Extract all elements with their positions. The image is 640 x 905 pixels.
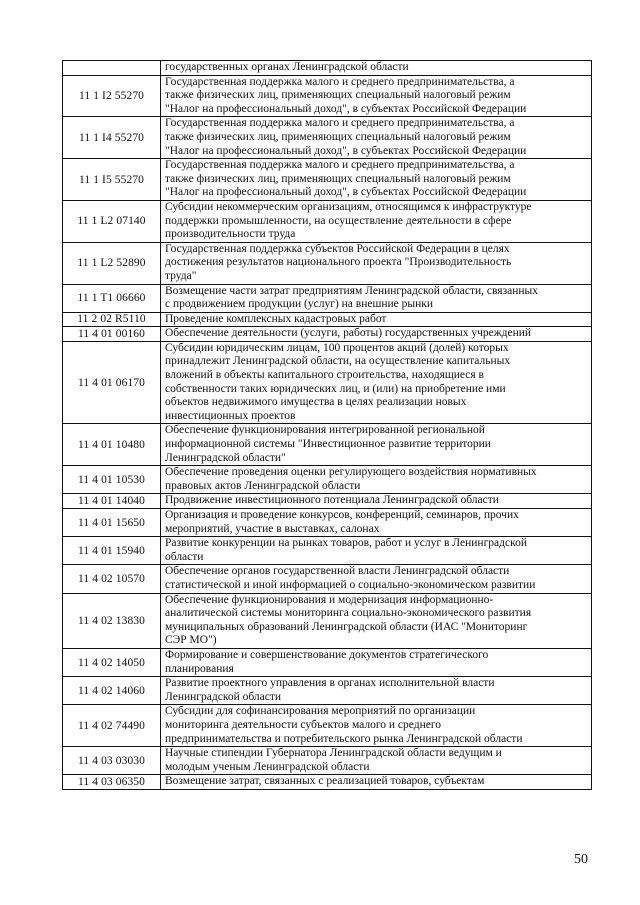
description-cell: Возмещение затрат, связанных с реализацией товаров, субъектам — [165, 775, 485, 788]
table-row — [63, 677, 591, 705]
budget-code-cell: 11 4 02 74490 — [63, 705, 161, 746]
description-cell: Государственная поддержка малого и среднего предпринимательства, а также физических лиц, применяющих специальный налоговый режим "Налог на профессиональный доход", в субъектах Российской Федерации — [165, 159, 527, 199]
budget-code-cell: 11 4 01 00160 — [63, 327, 161, 341]
description-cell: Субсидии некоммерческим организациям, относящимся к инфраструктуре поддержки промышленности, на осуществление деятельности в сфере производительности труда — [165, 200, 532, 241]
description-cell: Научные стипендии Губернатора Ленинградской области ведущим и молодым ученым Ленинградской области — [165, 747, 502, 773]
budget-code-cell: 11 4 03 06350 — [63, 775, 161, 789]
table-row — [63, 565, 591, 593]
description-cell: Возмещение части затрат предприятиям Ленинградской области, связанных с продвижением продукции (услуг) на внешние рынки — [165, 284, 539, 311]
budget-code-cell: 11 4 01 15940 — [63, 537, 161, 564]
description-cell: Обеспечение функционирования и модернизация информационно- аналитической системы мониторинга социально-экономического развития муниципальных образований Ленинградской области (ИАС "Мониторинг СЭР МО") — [165, 593, 532, 647]
budget-code-cell: 11 4 02 14060 — [63, 677, 161, 704]
description-cell: Развитие конкуренции на рынках товаров, работ и услуг в Ленинградской области — [165, 537, 528, 563]
budget-code-cell: 11 4 02 10570 — [63, 565, 161, 592]
table-row — [63, 466, 591, 494]
table-row — [63, 509, 591, 537]
description-cell: Обеспечение проведения оценки регулирующего воздействия нормативных правовых актов Ленинградской области — [165, 466, 537, 492]
table-row — [63, 594, 591, 649]
budget-code-cell: 11 4 01 15650 — [63, 509, 161, 536]
description-cell: Государственная поддержка малого и среднего предпринимательства, а также физических лиц, применяющих специальный налоговый режим "Налог на профессиональный доход", в субъектах Российской Федерации — [165, 117, 527, 157]
budget-code-cell: 11 2 02 R5110 — [63, 313, 161, 327]
description-cell: Государственная поддержка субъектов Российской Федерации в целях достижения результатов национального проекта "Производительность труда" — [165, 242, 512, 282]
table-row — [63, 775, 591, 790]
description-cell: Проведение комплексных кадастровых работ — [165, 312, 387, 325]
description-cell: Обеспечение органов государственной власти Ленинградской области статистической и иной информацией о социально-экономическом развитии — [165, 565, 536, 591]
description-cell: Организация и проведение конкурсов, конференций, семинаров, прочих мероприятий, участие в выставках, салонах — [165, 509, 519, 535]
table-row — [63, 342, 591, 425]
description-cell: Формирование и совершенствование документов стратегического планирования — [165, 648, 489, 675]
budget-code-cell: 11 4 03 03030 — [63, 747, 161, 774]
budget-code-cell: 11 1 I4 55270 — [63, 117, 161, 158]
budget-code-cell: 11 1 T1 06660 — [63, 285, 161, 312]
table-row — [63, 243, 591, 285]
page-number: 50 — [574, 852, 588, 867]
description-cell: государственных органах Ленинградской области — [165, 61, 409, 73]
budget-code-cell: 11 4 02 13830 — [63, 594, 161, 648]
table-row — [63, 424, 591, 466]
table-row — [63, 537, 591, 565]
budget-code-cell: 11 1 L2 07140 — [63, 201, 161, 242]
table-row — [63, 705, 591, 747]
budget-code-cell: 11 4 01 14040 — [63, 494, 161, 508]
description-cell: Субсидии для софинансирования мероприятий по организации мониторинга деятельности субъектов малого и среднего предпринимательства и потребительского рынка Ленинградской области — [165, 705, 523, 745]
table-row — [63, 327, 591, 342]
table-row — [63, 117, 591, 159]
budget-code-cell: 11 4 01 10530 — [63, 466, 161, 493]
budget-code-cell — [63, 61, 161, 75]
table-row — [63, 61, 591, 76]
table-row — [63, 201, 591, 243]
table-row — [63, 747, 591, 775]
budget-code-cell: 11 4 01 10480 — [63, 424, 161, 465]
description-cell: Развитие проектного управления в органах исполнительной власти Ленинградской области — [165, 677, 495, 703]
description-cell: Обеспечение деятельности (услуги, работы) государственных учреждений — [165, 327, 532, 340]
table-row — [63, 649, 591, 677]
budget-code-table — [62, 60, 592, 790]
description-cell: Продвижение инвестиционного потенциала Ленинградской области — [165, 494, 499, 507]
budget-code-cell: 11 4 01 06170 — [63, 342, 161, 424]
table-row — [63, 159, 591, 201]
table-row — [63, 285, 591, 313]
description-cell: Государственная поддержка малого и среднего предпринимательства, а также физических лиц, применяющих специальный налоговый режим "Налог на профессиональный доход", в субъектах Российской Федерации — [165, 75, 527, 115]
description-cell: Субсидии юридическим лицам, 100 процентов акций (долей) которых принадлежит Ленинградской области, на осуществление капитальных вложений в объекты капитального строительства, находящиеся в собственности таких юридических лиц, и (или) на приобретение ими объектов недвижимого имущества в целях реализации новых инвестиционных проектов — [165, 341, 511, 422]
budget-code-cell: 11 1 I5 55270 — [63, 159, 161, 200]
budget-code-cell: 11 4 02 14050 — [63, 649, 161, 676]
budget-code-cell: 11 1 I2 55270 — [63, 76, 161, 117]
budget-code-cell: 11 1 L2 52890 — [63, 243, 161, 284]
description-cell: Обеспечение функционирования интегрированной региональной информационной системы "Инвестиционное развитие территории Ленинградской области" — [165, 424, 491, 464]
table-row — [63, 76, 591, 118]
table-row — [63, 313, 591, 328]
table-row — [63, 494, 591, 509]
